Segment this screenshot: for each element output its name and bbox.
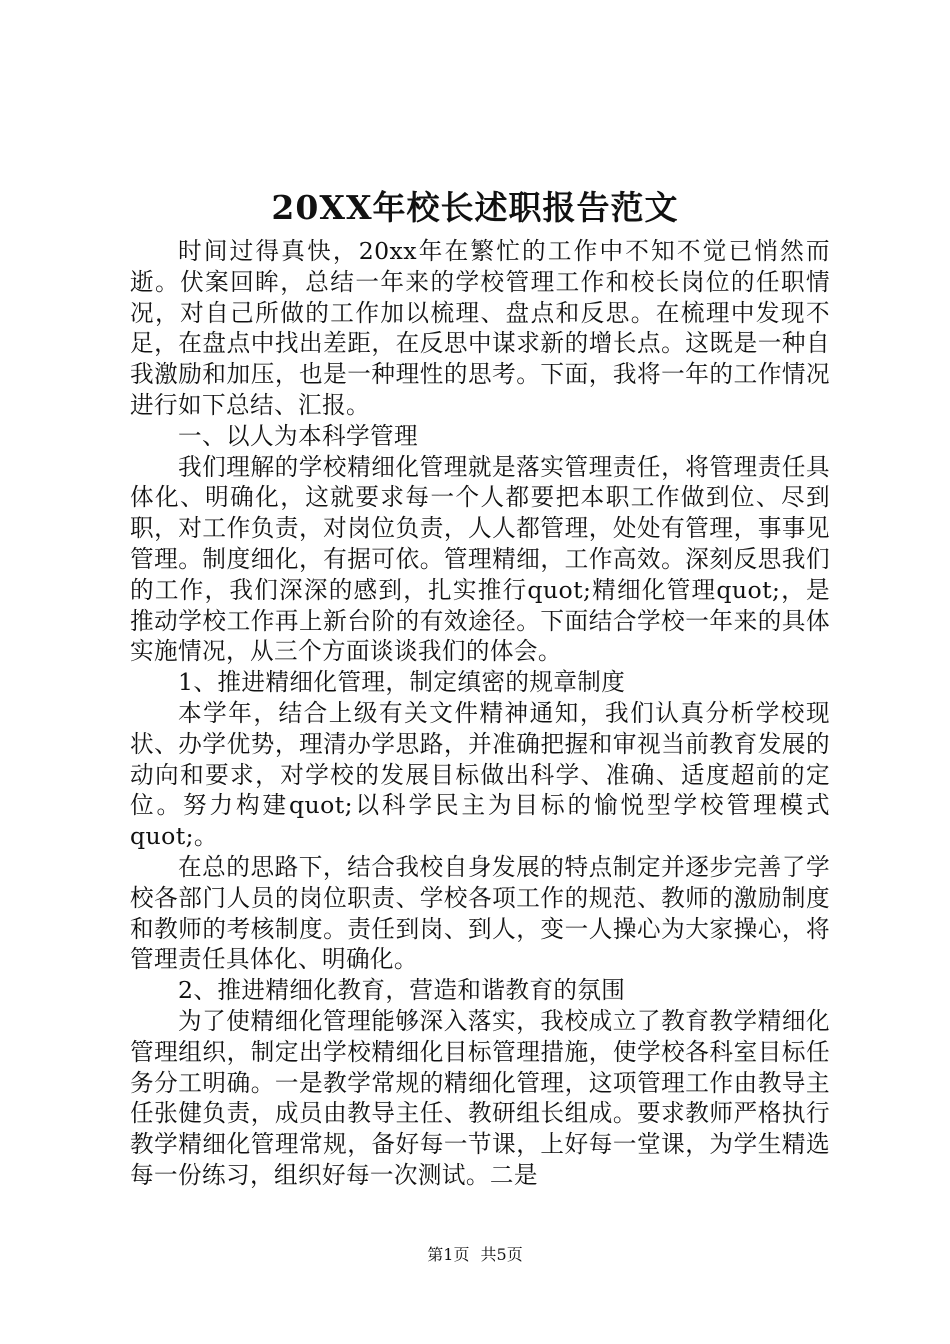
paragraph-intro: 时间过得真快，20xx年在繁忙的工作中不知不觉已悄然而逝。伏案回眸，总结一年来的学校管理工作和校长岗位的任职情况，对自己所做的工作加以梳理、盘点和反思。在梳理中发现不足，在盘点中找出差距，在反思中谋求新的增长点。这既是一种自我激励和加压，也是一种理性的思考。下面，我将一年的工作情况进行如下总结、汇报。 xyxy=(130,237,830,419)
paragraph-education: 为了使精细化管理能够深入落实，我校成立了教育教学精细化管理组织，制定出学校精细化目标管理措施，使学校各科室目标任务分工明确。一是教学常规的精细化管理，这项管理工作由教导主任张健负责，成员由教导主任、教研组长组成。要求教师严格执行教学精细化管理常规，备好每一节课，上好每一堂课，为学生精选每一份练习，组织好每一次测试。二是 xyxy=(130,1006,830,1189)
page-footer: 第1页 共5页 xyxy=(427,1245,523,1264)
paragraph-management: 我们理解的学校精细化管理就是落实管理责任，将管理责任具体化、明确化，这就要求每一个人都要把本职工作做到位、尽到职，对工作负责，对岗位负责，人人都管理，处处有管理，事事见管理。制度细化，有据可依。管理精细，工作高效。深刻反思我们的工作，我们深深的感到，扎实推行quot;精细化管理quot;，是推动学校工作再上新台阶的有效途径。下面结合学校一年来的具体实施情况，从三个方面谈谈我们的体会。 xyxy=(130,452,830,666)
document-body xyxy=(130,236,830,1191)
document-title: 20XX年校长述职报告范文 xyxy=(271,188,679,227)
section-heading-1: 一、以人为本科学管理 xyxy=(178,421,418,450)
paragraph-responsibilities: 在总的思路下，结合我校自身发展的特点制定并逐步完善了学校各部门人员的岗位职责、学校各项工作的规范、教师的激励制度和教师的考核制度。责任到岗、到人，变一人操心为大家操心，将管理责任具体化、明确化。 xyxy=(130,852,830,974)
subsection-heading-1: 1、推进精细化管理，制定缜密的规章制度 xyxy=(178,668,626,697)
subsection-heading-2: 2、推进精细化教育，营造和谐教育的氛围 xyxy=(178,976,626,1005)
paragraph-school-year: 本学年，结合上级有关文件精神通知，我们认真分析学校现状、办学优势，理清办学思路，并准确把握和审视当前教育发展的动向和要求，对学校的发展目标做出科学、准确、适度超前的定位。努力构建quot;以科学民主为目标的愉悦型学校管理模式quot;。 xyxy=(130,698,830,851)
